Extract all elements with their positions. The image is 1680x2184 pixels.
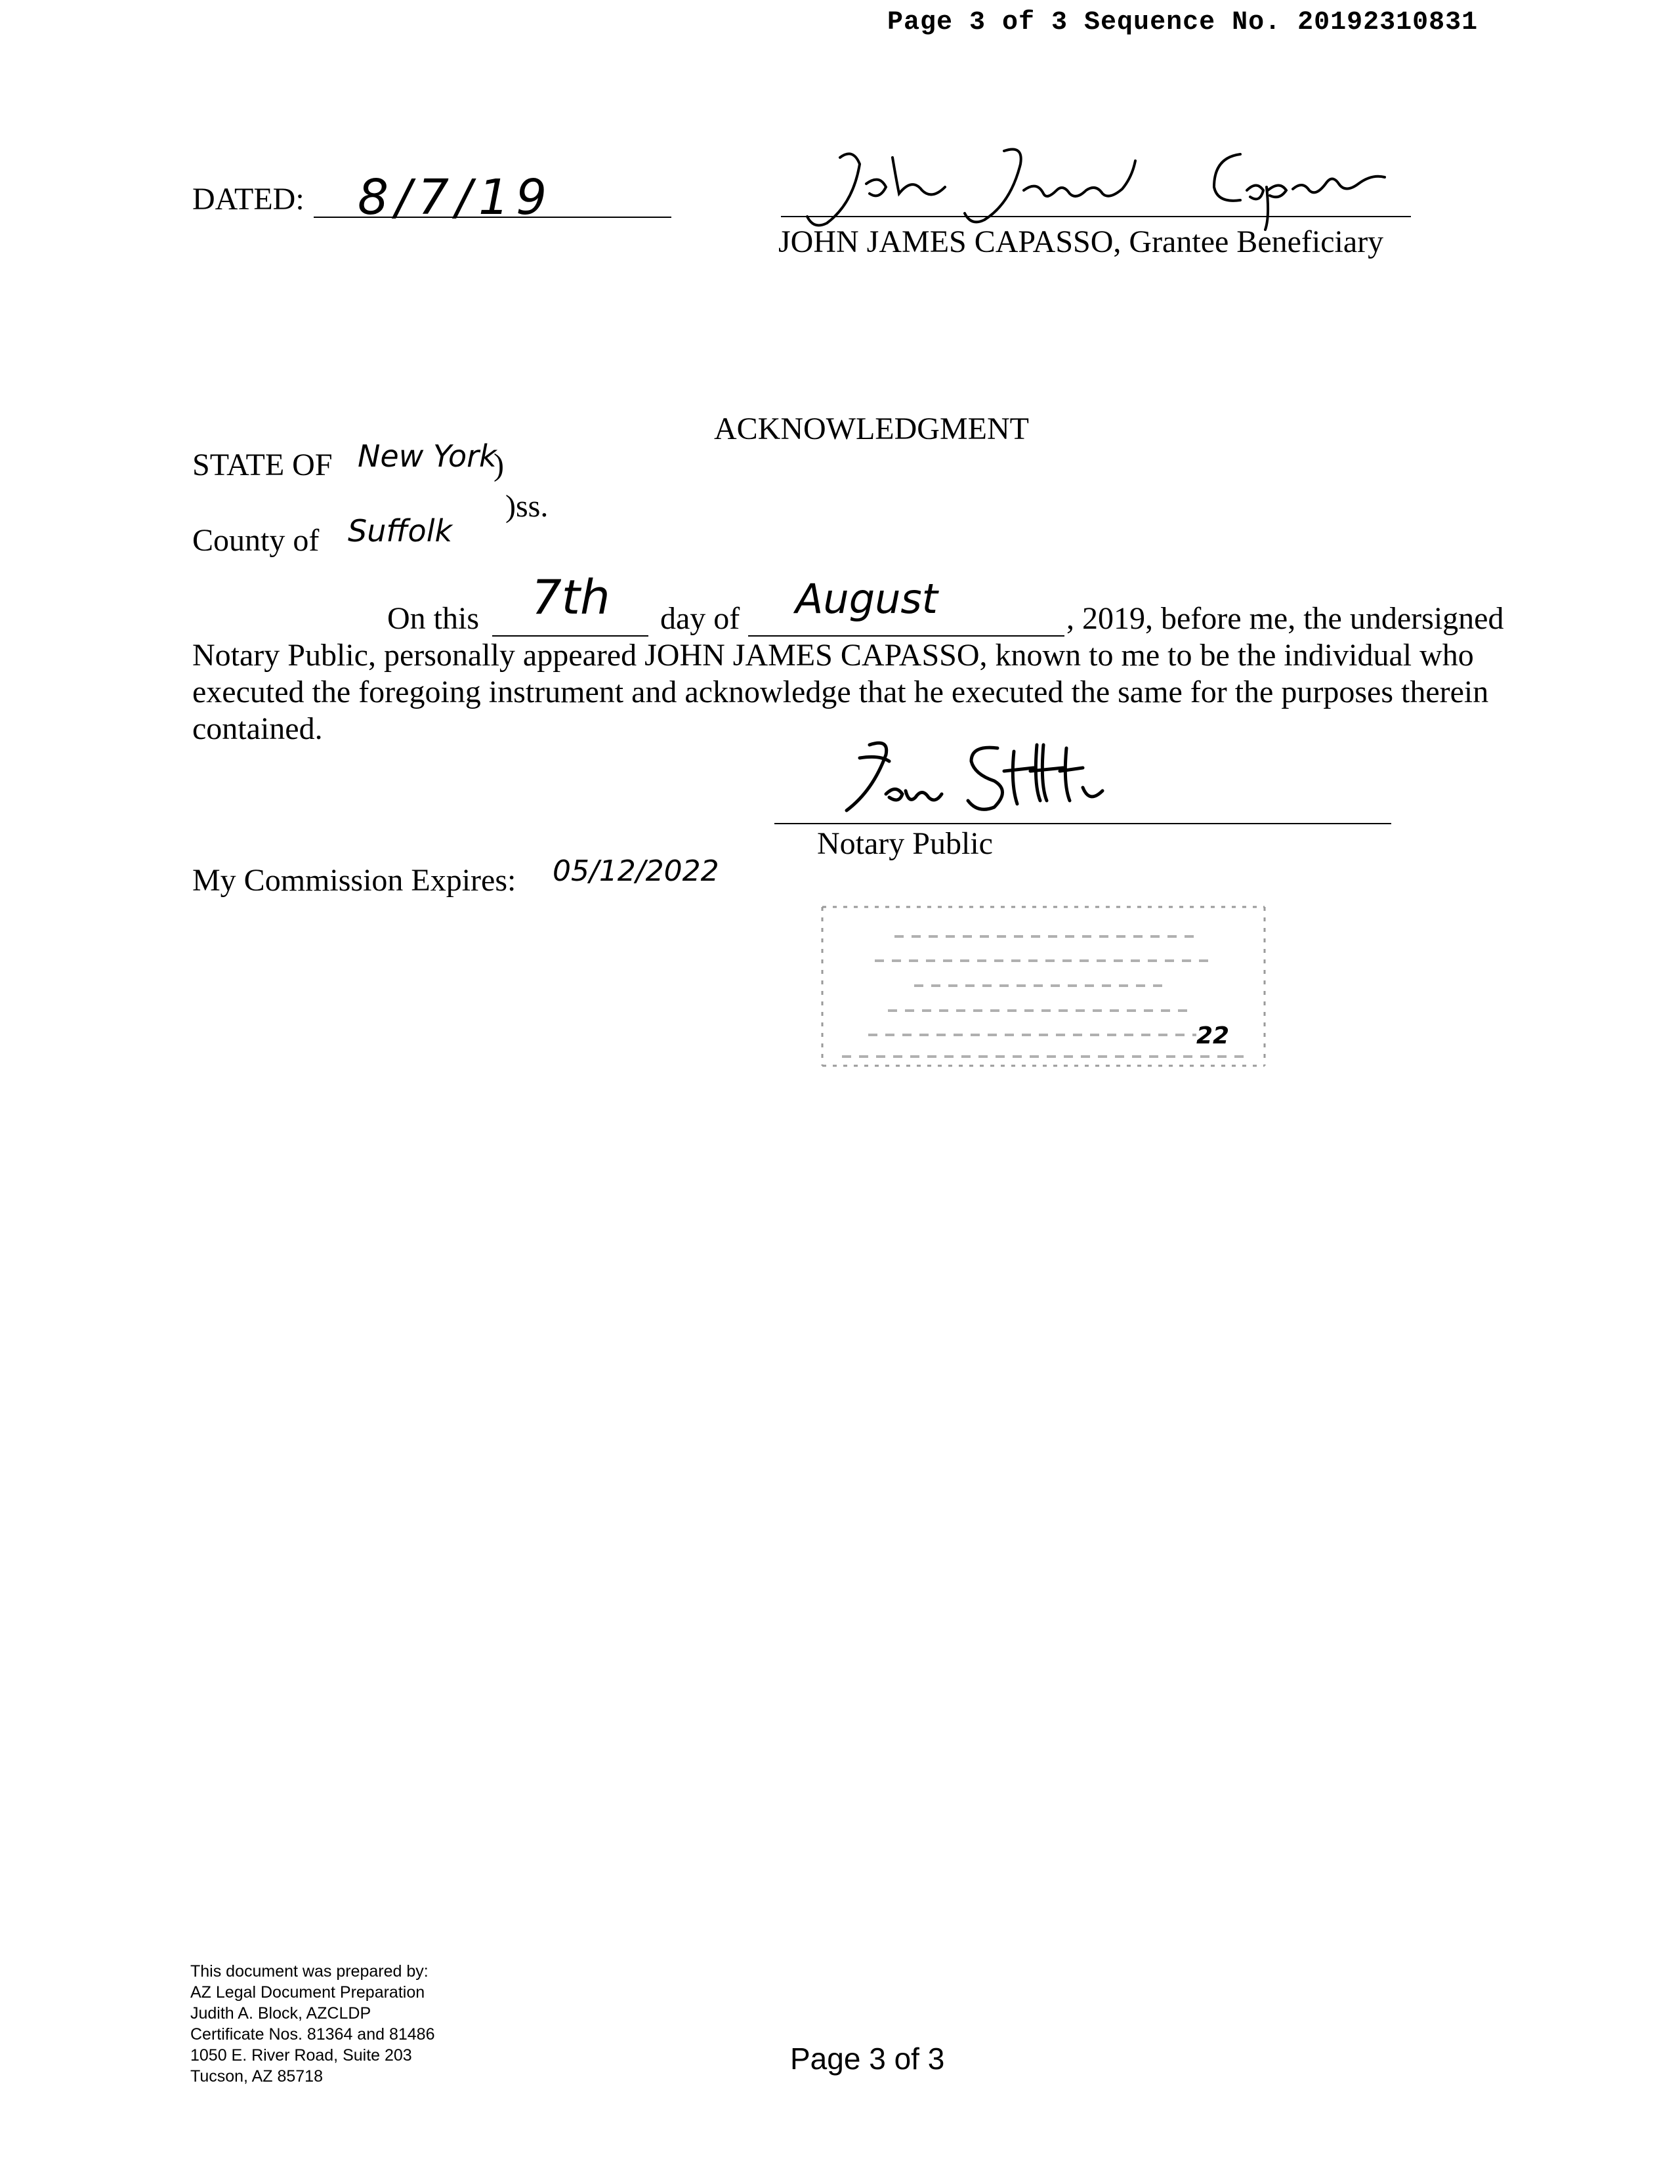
state-label: STATE OF (192, 448, 333, 482)
grantee-name-line: JOHN JAMES CAPASSO, Grantee Beneficiary (778, 224, 1384, 259)
acknowledgment-paragraph (192, 600, 1531, 747)
page-number-footer: Page 3 of 3 (790, 2042, 945, 2076)
notary-signature-image (774, 732, 1404, 827)
ss-label: )ss. (505, 489, 549, 524)
prepared-by-line: AZ Legal Document Preparation (190, 1983, 425, 2002)
paragraph-line-2: Notary Public, personally appeared JOHN JAMES CAPASSO, known to me to be the individual who (192, 638, 1474, 673)
acknowledgment-title: ACKNOWLEDGMENT (714, 411, 1029, 446)
stamp-year-suffix: 22 (1196, 1022, 1230, 1049)
state-handwritten-value: New York (358, 438, 497, 474)
notary-stamp-image (816, 900, 1271, 1072)
day-handwritten-value: 7th (532, 570, 610, 625)
paragraph-line-4: contained. (192, 711, 323, 746)
county-handwritten-value: Suffolk (348, 513, 453, 549)
grantee-signature-image (781, 138, 1431, 236)
sequence-header: Page 3 of 3 Sequence No. 20192310831 (887, 8, 1479, 37)
commission-handwritten-value: 05/12/2022 (553, 854, 719, 888)
notary-public-label: Notary Public (817, 826, 993, 861)
commission-label: My Commission Expires: (192, 863, 516, 898)
day-of-text: day of (660, 601, 740, 636)
paragraph-line-3: executed the foregoing instrument and acknowledge that he executed the same for the purposes therein (192, 675, 1489, 709)
prepared-by-line: Certificate Nos. 81364 and 81486 (190, 2025, 435, 2044)
prepared-by-line: Tucson, AZ 85718 (190, 2067, 323, 2086)
state-paren: ) (494, 448, 504, 482)
month-handwritten-value: August (795, 575, 938, 623)
dated-label: DATED: (192, 182, 304, 217)
county-label: County of (192, 523, 320, 558)
on-this-text: On this (387, 601, 480, 636)
dated-handwritten-date: 8/7/19 (358, 169, 554, 226)
prepared-by-block (190, 1961, 434, 2087)
prepared-by-line: 1050 E. River Road, Suite 203 (190, 2046, 412, 2065)
prepared-by-line: Judith A. Block, AZCLDP (190, 2004, 371, 2023)
prepared-by-line: This document was prepared by: (190, 1962, 429, 1981)
line1-end-text: , 2019, before me, the undersigned (1066, 601, 1504, 636)
